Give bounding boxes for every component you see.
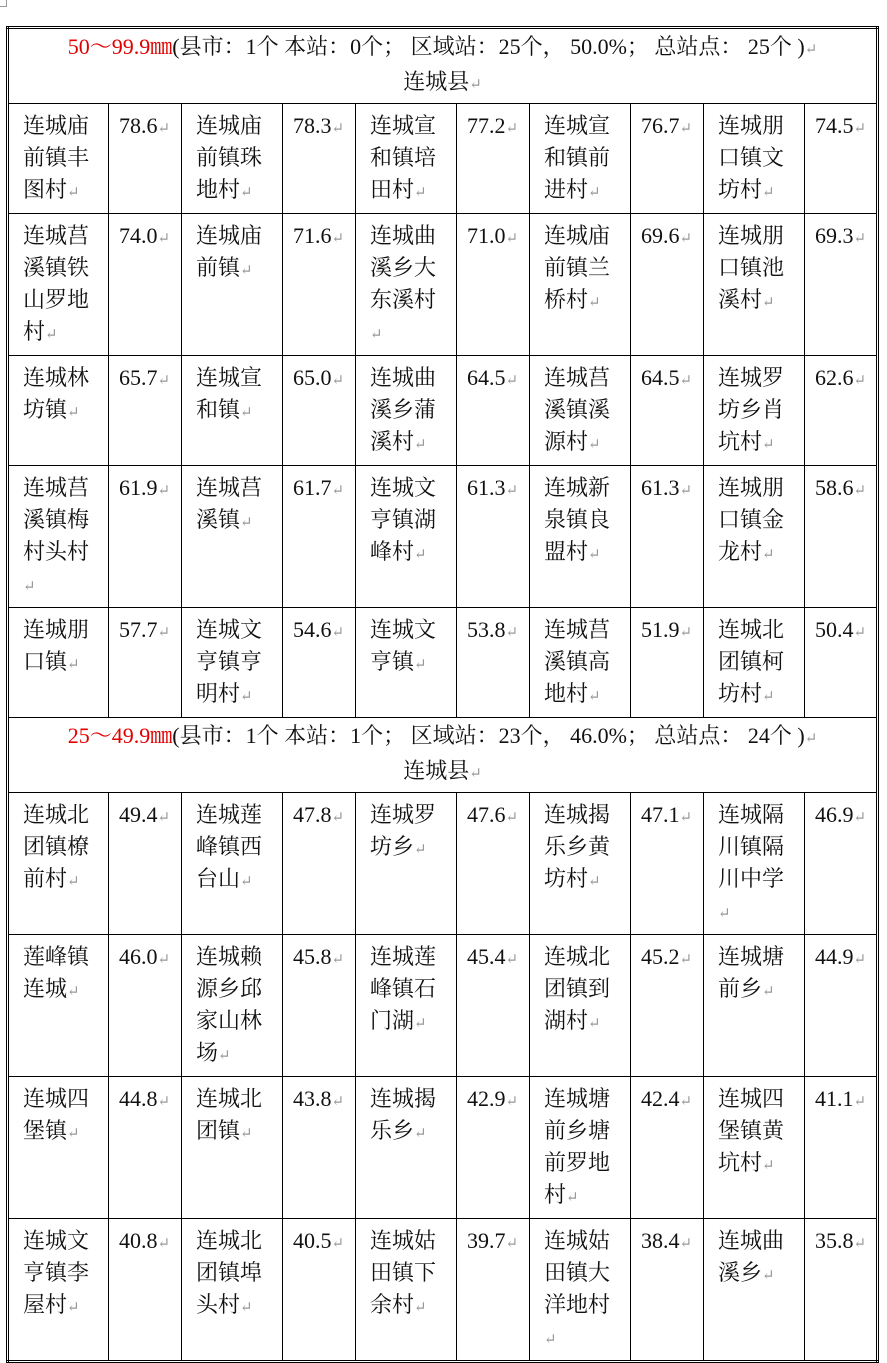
rainfall-value-cell — [805, 466, 878, 608]
station-name-cell — [182, 104, 283, 214]
rainfall-value: 61.9 — [119, 475, 158, 500]
rainfall-value-cell — [457, 466, 530, 608]
rainfall-value: 42.9 — [467, 1086, 506, 1111]
rainfall-value: 39.7 — [467, 1228, 506, 1253]
rainfall-value-cell — [631, 356, 704, 466]
station-name-cell — [704, 1219, 805, 1362]
station-name-cell — [704, 356, 805, 466]
station-name-cell — [530, 1077, 631, 1219]
paragraph-mark: ↵ — [853, 1236, 867, 1252]
station-name-cell — [8, 1219, 109, 1362]
rainfall-value: 65.7 — [119, 365, 158, 390]
station-name-cell — [356, 104, 457, 214]
paragraph-mark: ↵ — [679, 483, 693, 499]
station-name: 莲峰镇连城 — [23, 944, 90, 1001]
paragraph-mark: ↵ — [853, 1094, 867, 1110]
rainfall-value: 40.8 — [119, 1228, 158, 1253]
rainfall-value-cell — [805, 935, 878, 1077]
table-row — [8, 935, 878, 1077]
station-name-cell — [182, 793, 283, 935]
county-name: 连城县 — [403, 758, 470, 783]
station-name-cell — [356, 1219, 457, 1362]
station-name: 连城四堡镇 — [23, 1086, 90, 1143]
station-name-cell — [530, 466, 631, 608]
rainfall-value-cell — [457, 608, 530, 718]
paragraph-mark: ↵ — [679, 231, 693, 247]
rainfall-range: 25～49.9㎜ — [67, 723, 173, 748]
station-name-cell — [8, 466, 109, 608]
rainfall-value: 58.6 — [815, 475, 854, 500]
station-name: 连城北团镇埠头村 — [196, 1228, 263, 1317]
table-row — [8, 466, 878, 608]
paragraph-mark: ↵ — [679, 373, 693, 389]
paragraph-mark: ↵ — [370, 327, 383, 343]
station-name: 连城文亨镇 — [370, 617, 437, 674]
station-name: 连城文亨镇亨明村 — [196, 617, 263, 706]
paragraph-mark: ↵ — [23, 579, 36, 595]
rainfall-value-cell — [109, 1219, 182, 1362]
rainfall-value: 53.8 — [467, 617, 506, 642]
station-name: 连城曲溪乡 — [718, 1228, 785, 1285]
station-name: 连城宣和镇培田村 — [370, 113, 437, 202]
rainfall-value-cell — [457, 1077, 530, 1219]
rainfall-value-cell — [805, 104, 878, 214]
rainfall-value: 71.0 — [467, 223, 506, 248]
station-name: 连城北团镇到湖村 — [544, 944, 611, 1033]
rainfall-value-cell — [109, 1077, 182, 1219]
station-name: 连城庙前镇 — [196, 223, 263, 280]
rainfall-value: 78.3 — [293, 113, 332, 138]
station-name-cell — [704, 214, 805, 356]
rainfall-value: 44.8 — [119, 1086, 158, 1111]
rainfall-value-cell — [631, 935, 704, 1077]
paragraph-mark: ↵ — [67, 874, 80, 890]
station-name-cell — [8, 608, 109, 718]
rainfall-value-cell — [631, 466, 704, 608]
rainfall-value: 61.7 — [293, 475, 332, 500]
station-name-cell — [182, 1219, 283, 1362]
rainfall-value-cell — [283, 608, 356, 718]
paragraph-mark: ↵ — [679, 952, 693, 968]
station-name-cell — [8, 356, 109, 466]
section-header-row — [8, 28, 878, 104]
station-name: 连城莒溪镇 — [196, 475, 263, 532]
rainfall-value-cell — [109, 356, 182, 466]
paragraph-mark: ↵ — [588, 547, 601, 563]
paragraph-mark: ↵ — [505, 121, 519, 137]
rainfall-value-cell — [283, 793, 356, 935]
paragraph-mark: ↵ — [853, 231, 867, 247]
paragraph-mark: ↵ — [67, 185, 80, 201]
rainfall-value-cell — [109, 104, 182, 214]
rainfall-value-cell — [457, 935, 530, 1077]
station-name: 连城莒溪镇高地村 — [544, 617, 611, 706]
paragraph-mark: ↵ — [67, 1300, 80, 1316]
paragraph-mark: ↵ — [544, 1332, 557, 1348]
rainfall-value-cell — [805, 1077, 878, 1219]
paragraph-mark: ↵ — [414, 1126, 427, 1142]
rainfall-value-cell — [457, 214, 530, 356]
document-page — [6, 26, 878, 1363]
paragraph-mark: ↵ — [762, 295, 775, 311]
rainfall-value: 69.3 — [815, 223, 854, 248]
station-name: 连城朋口镇文坊村 — [718, 113, 785, 202]
rainfall-value: 45.2 — [641, 944, 680, 969]
rainfall-value: 54.6 — [293, 617, 332, 642]
rainfall-value-cell — [631, 793, 704, 935]
station-name-cell — [530, 793, 631, 935]
rainfall-value-cell — [283, 1077, 356, 1219]
county-label — [13, 755, 872, 790]
station-name: 连城塘前乡塘前罗地村 — [544, 1086, 611, 1207]
paragraph-mark: ↵ — [588, 689, 601, 705]
rainfall-value: 47.1 — [641, 802, 680, 827]
rainfall-value-cell — [457, 793, 530, 935]
paragraph-mark: ↵ — [67, 657, 80, 673]
paragraph-mark: ↵ — [679, 810, 693, 826]
rainfall-table — [6, 26, 879, 1363]
station-name-cell — [182, 608, 283, 718]
page-corner-mark — [0, 0, 7, 7]
rainfall-value: 45.8 — [293, 944, 332, 969]
rainfall-value: 71.6 — [293, 223, 332, 248]
paragraph-mark: ↵ — [157, 625, 171, 641]
station-name-cell — [8, 104, 109, 214]
station-name-cell — [530, 1219, 631, 1362]
rainfall-value-cell — [283, 356, 356, 466]
rainfall-value-cell — [631, 1077, 704, 1219]
paragraph-mark: ↵ — [588, 874, 601, 890]
station-name-cell — [8, 793, 109, 935]
paragraph-mark: ↵ — [588, 185, 601, 201]
rainfall-value: 57.7 — [119, 617, 158, 642]
table-row — [8, 793, 878, 935]
station-name-cell — [530, 608, 631, 718]
station-name: 连城文亨镇李屋村 — [23, 1228, 90, 1317]
paragraph-mark: ↵ — [331, 231, 345, 247]
station-name-cell — [356, 1077, 457, 1219]
station-name: 连城朋口镇 — [23, 617, 90, 674]
station-name: 连城莒溪镇梅村头村 — [23, 475, 90, 564]
paragraph-mark: ↵ — [588, 437, 601, 453]
paragraph-mark: ↵ — [414, 547, 427, 563]
rainfall-value: 50.4 — [815, 617, 854, 642]
paragraph-mark: ↵ — [157, 231, 171, 247]
station-name-cell — [704, 466, 805, 608]
paragraph-mark: ↵ — [240, 874, 253, 890]
station-name-cell — [704, 608, 805, 718]
station-name: 连城莲峰镇西台山 — [196, 802, 263, 891]
station-name: 连城揭乐乡黄坊村 — [544, 802, 611, 891]
rainfall-value: 40.5 — [293, 1228, 332, 1253]
paragraph-mark: ↵ — [240, 515, 253, 531]
paragraph-mark: ↵ — [414, 437, 427, 453]
paragraph-mark: ↵ — [218, 1048, 231, 1064]
paragraph-mark: ↵ — [157, 121, 171, 137]
paragraph-mark: ↵ — [762, 1158, 775, 1174]
station-name-cell — [704, 1077, 805, 1219]
paragraph-mark: ↵ — [853, 625, 867, 641]
station-name: 连城赖源乡邱家山林场 — [196, 944, 263, 1065]
rainfall-value: 46.9 — [815, 802, 854, 827]
paragraph-mark: ↵ — [67, 405, 80, 421]
station-name-cell — [356, 466, 457, 608]
rainfall-value: 38.4 — [641, 1228, 680, 1253]
paragraph-mark: ↵ — [331, 1094, 345, 1110]
rainfall-value-cell — [283, 104, 356, 214]
paragraph-mark: ↵ — [331, 483, 345, 499]
section-header — [8, 28, 878, 104]
rainfall-value: 61.3 — [641, 475, 680, 500]
section-summary: (县市：1个 本站：1个； 区域站：23个， 46.0%； 总站点： 24个 ) — [172, 723, 805, 748]
paragraph-mark: ↵ — [469, 77, 482, 93]
station-name: 连城宣和镇 — [196, 365, 263, 422]
paragraph-mark: ↵ — [853, 373, 867, 389]
paragraph-mark: ↵ — [505, 1236, 519, 1252]
rainfall-value-cell — [109, 214, 182, 356]
paragraph-mark: ↵ — [505, 1094, 519, 1110]
paragraph-mark: ↵ — [414, 842, 427, 858]
station-name-cell — [356, 356, 457, 466]
rainfall-value: 43.8 — [293, 1086, 332, 1111]
paragraph-mark: ↵ — [762, 185, 775, 201]
station-name: 连城朋口镇金龙村 — [718, 475, 785, 564]
station-name: 连城北团镇橑前村 — [23, 802, 90, 891]
paragraph-mark: ↵ — [853, 810, 867, 826]
station-name-cell — [8, 935, 109, 1077]
rainfall-value-cell — [805, 214, 878, 356]
paragraph-mark: ↵ — [240, 689, 253, 705]
paragraph-mark: ↵ — [762, 437, 775, 453]
rainfall-value-cell — [283, 1219, 356, 1362]
station-name: 连城揭乐乡 — [370, 1086, 437, 1143]
station-name: 连城曲溪乡大东溪村 — [370, 223, 437, 312]
station-name-cell — [530, 214, 631, 356]
paragraph-mark: ↵ — [853, 121, 867, 137]
rainfall-value-cell — [109, 608, 182, 718]
station-name-cell — [182, 214, 283, 356]
rainfall-value: 62.6 — [815, 365, 854, 390]
table-row — [8, 356, 878, 466]
rainfall-value: 76.7 — [641, 113, 680, 138]
rainfall-value-cell — [805, 1219, 878, 1362]
paragraph-mark: ↵ — [762, 547, 775, 563]
paragraph-mark: ↵ — [45, 327, 58, 343]
rainfall-value-cell — [109, 793, 182, 935]
paragraph-mark: ↵ — [679, 1236, 693, 1252]
station-name: 连城莒溪镇溪源村 — [544, 365, 611, 454]
paragraph-mark: ↵ — [67, 984, 80, 1000]
station-name-cell — [356, 214, 457, 356]
paragraph-mark: ↵ — [853, 483, 867, 499]
station-name-cell — [182, 1077, 283, 1219]
rainfall-value-cell — [457, 356, 530, 466]
paragraph-mark: ↵ — [240, 405, 253, 421]
station-name: 连城朋口镇池溪村 — [718, 223, 785, 312]
rainfall-value: 61.3 — [467, 475, 506, 500]
station-name: 连城姑田镇大洋地村 — [544, 1228, 611, 1317]
paragraph-mark: ↵ — [240, 1300, 253, 1316]
table-row — [8, 214, 878, 356]
paragraph-mark: ↵ — [588, 1016, 601, 1032]
station-name-cell — [704, 793, 805, 935]
station-name-cell — [356, 935, 457, 1077]
paragraph-mark: ↵ — [331, 952, 345, 968]
rainfall-value: 51.9 — [641, 617, 680, 642]
rainfall-value: 47.6 — [467, 802, 506, 827]
rainfall-value-cell — [109, 466, 182, 608]
paragraph-mark: ↵ — [762, 984, 775, 1000]
paragraph-mark: ↵ — [679, 1094, 693, 1110]
rainfall-value-cell — [805, 793, 878, 935]
station-name-cell — [182, 466, 283, 608]
rainfall-value: 49.4 — [119, 802, 158, 827]
paragraph-mark: ↵ — [505, 231, 519, 247]
paragraph-mark: ↵ — [240, 185, 253, 201]
rainfall-value: 44.9 — [815, 944, 854, 969]
station-name-cell — [530, 935, 631, 1077]
station-name: 连城庙前镇珠地村 — [196, 113, 263, 202]
paragraph-mark: ↵ — [67, 1126, 80, 1142]
rainfall-value-cell — [457, 104, 530, 214]
paragraph-mark: ↵ — [331, 373, 345, 389]
station-name-cell — [8, 1077, 109, 1219]
paragraph-mark: ↵ — [414, 657, 427, 673]
paragraph-mark: ↵ — [505, 810, 519, 826]
paragraph-mark: ↵ — [157, 1236, 171, 1252]
rainfall-value: 46.0 — [119, 944, 158, 969]
paragraph-mark: ↵ — [414, 1016, 427, 1032]
rainfall-range: 50～99.9㎜ — [67, 34, 173, 59]
rainfall-value: 78.6 — [119, 113, 158, 138]
paragraph-mark: ↵ — [505, 373, 519, 389]
station-name-cell — [530, 104, 631, 214]
paragraph-mark: ↵ — [505, 625, 519, 641]
rainfall-value-cell — [805, 356, 878, 466]
county-name: 连城县 — [403, 69, 470, 94]
station-name: 连城庙前镇兰桥村 — [544, 223, 611, 312]
rainfall-value-cell — [283, 935, 356, 1077]
rainfall-value-cell — [109, 935, 182, 1077]
station-name: 连城北团镇柯坊村 — [718, 617, 785, 706]
station-name: 连城曲溪乡蒲溪村 — [370, 365, 437, 454]
station-name: 连城林坊镇 — [23, 365, 90, 422]
paragraph-mark: ↵ — [718, 906, 731, 922]
station-name: 连城罗坊乡肖坑村 — [718, 365, 785, 454]
paragraph-mark: ↵ — [505, 952, 519, 968]
paragraph-mark: ↵ — [331, 121, 345, 137]
station-name: 连城莲峰镇石门湖 — [370, 944, 437, 1033]
rainfall-value: 65.0 — [293, 365, 332, 390]
paragraph-mark: ↵ — [853, 952, 867, 968]
paragraph-mark: ↵ — [804, 42, 818, 58]
paragraph-mark: ↵ — [331, 810, 345, 826]
paragraph-mark: ↵ — [414, 185, 427, 201]
rainfall-value: 74.5 — [815, 113, 854, 138]
paragraph-mark: ↵ — [157, 952, 171, 968]
rainfall-value: 64.5 — [641, 365, 680, 390]
rainfall-value-cell — [805, 608, 878, 718]
paragraph-mark: ↵ — [762, 1268, 775, 1284]
station-name-cell — [704, 104, 805, 214]
rainfall-value-cell — [631, 608, 704, 718]
rainfall-value: 74.0 — [119, 223, 158, 248]
rainfall-value: 77.2 — [467, 113, 506, 138]
table-row — [8, 1219, 878, 1362]
station-name-cell — [704, 935, 805, 1077]
paragraph-mark: ↵ — [331, 625, 345, 641]
station-name: 连城塘前乡 — [718, 944, 785, 1001]
rainfall-value: 69.6 — [641, 223, 680, 248]
rainfall-value: 64.5 — [467, 365, 506, 390]
section-summary: (县市：1个 本站：0个； 区域站：25个， 50.0%； 总站点： 25个 ) — [172, 34, 805, 59]
paragraph-mark: ↵ — [157, 810, 171, 826]
paragraph-mark: ↵ — [331, 1236, 345, 1252]
station-name: 连城四堡镇黄坑村 — [718, 1086, 785, 1175]
station-name-cell — [356, 793, 457, 935]
station-name: 连城庙前镇丰图村 — [23, 113, 90, 202]
paragraph-mark: ↵ — [240, 263, 253, 279]
section-header — [8, 718, 878, 793]
paragraph-mark: ↵ — [240, 1126, 253, 1142]
rainfall-value-cell — [283, 214, 356, 356]
paragraph-mark: ↵ — [469, 766, 482, 782]
paragraph-mark: ↵ — [588, 295, 601, 311]
table-row — [8, 104, 878, 214]
station-name-cell — [356, 608, 457, 718]
paragraph-mark: ↵ — [157, 1094, 171, 1110]
county-label — [13, 66, 872, 101]
paragraph-mark: ↵ — [679, 121, 693, 137]
rainfall-value-cell — [631, 214, 704, 356]
station-name-cell — [182, 356, 283, 466]
table-row — [8, 1077, 878, 1219]
rainfall-value: 45.4 — [467, 944, 506, 969]
paragraph-mark: ↵ — [157, 373, 171, 389]
paragraph-mark: ↵ — [414, 1300, 427, 1316]
station-name-cell — [8, 214, 109, 356]
paragraph-mark: ↵ — [157, 483, 171, 499]
station-name: 连城宣和镇前进村 — [544, 113, 611, 202]
paragraph-mark: ↵ — [762, 689, 775, 705]
station-name: 连城新泉镇良盟村 — [544, 475, 611, 564]
rainfall-value-cell — [631, 104, 704, 214]
station-name: 连城莒溪镇铁山罗地村 — [23, 223, 90, 344]
section-header-row — [8, 718, 878, 793]
rainfall-value: 35.8 — [815, 1228, 854, 1253]
station-name-cell — [182, 935, 283, 1077]
rainfall-value: 42.4 — [641, 1086, 680, 1111]
station-name: 连城罗坊乡 — [370, 802, 437, 859]
rainfall-value: 41.1 — [815, 1086, 854, 1111]
paragraph-mark: ↵ — [804, 731, 818, 747]
station-name: 连城北团镇 — [196, 1086, 263, 1143]
station-name-cell — [530, 356, 631, 466]
station-name: 连城文亨镇湖峰村 — [370, 475, 437, 564]
station-name: 连城姑田镇下余村 — [370, 1228, 437, 1317]
paragraph-mark: ↵ — [566, 1190, 579, 1206]
table-row — [8, 608, 878, 718]
paragraph-mark: ↵ — [679, 625, 693, 641]
rainfall-value-cell — [283, 466, 356, 608]
rainfall-value-cell — [457, 1219, 530, 1362]
station-name: 连城隔川镇隔川中学 — [718, 802, 785, 891]
paragraph-mark: ↵ — [505, 483, 519, 499]
rainfall-value-cell — [631, 1219, 704, 1362]
rainfall-value: 47.8 — [293, 802, 332, 827]
